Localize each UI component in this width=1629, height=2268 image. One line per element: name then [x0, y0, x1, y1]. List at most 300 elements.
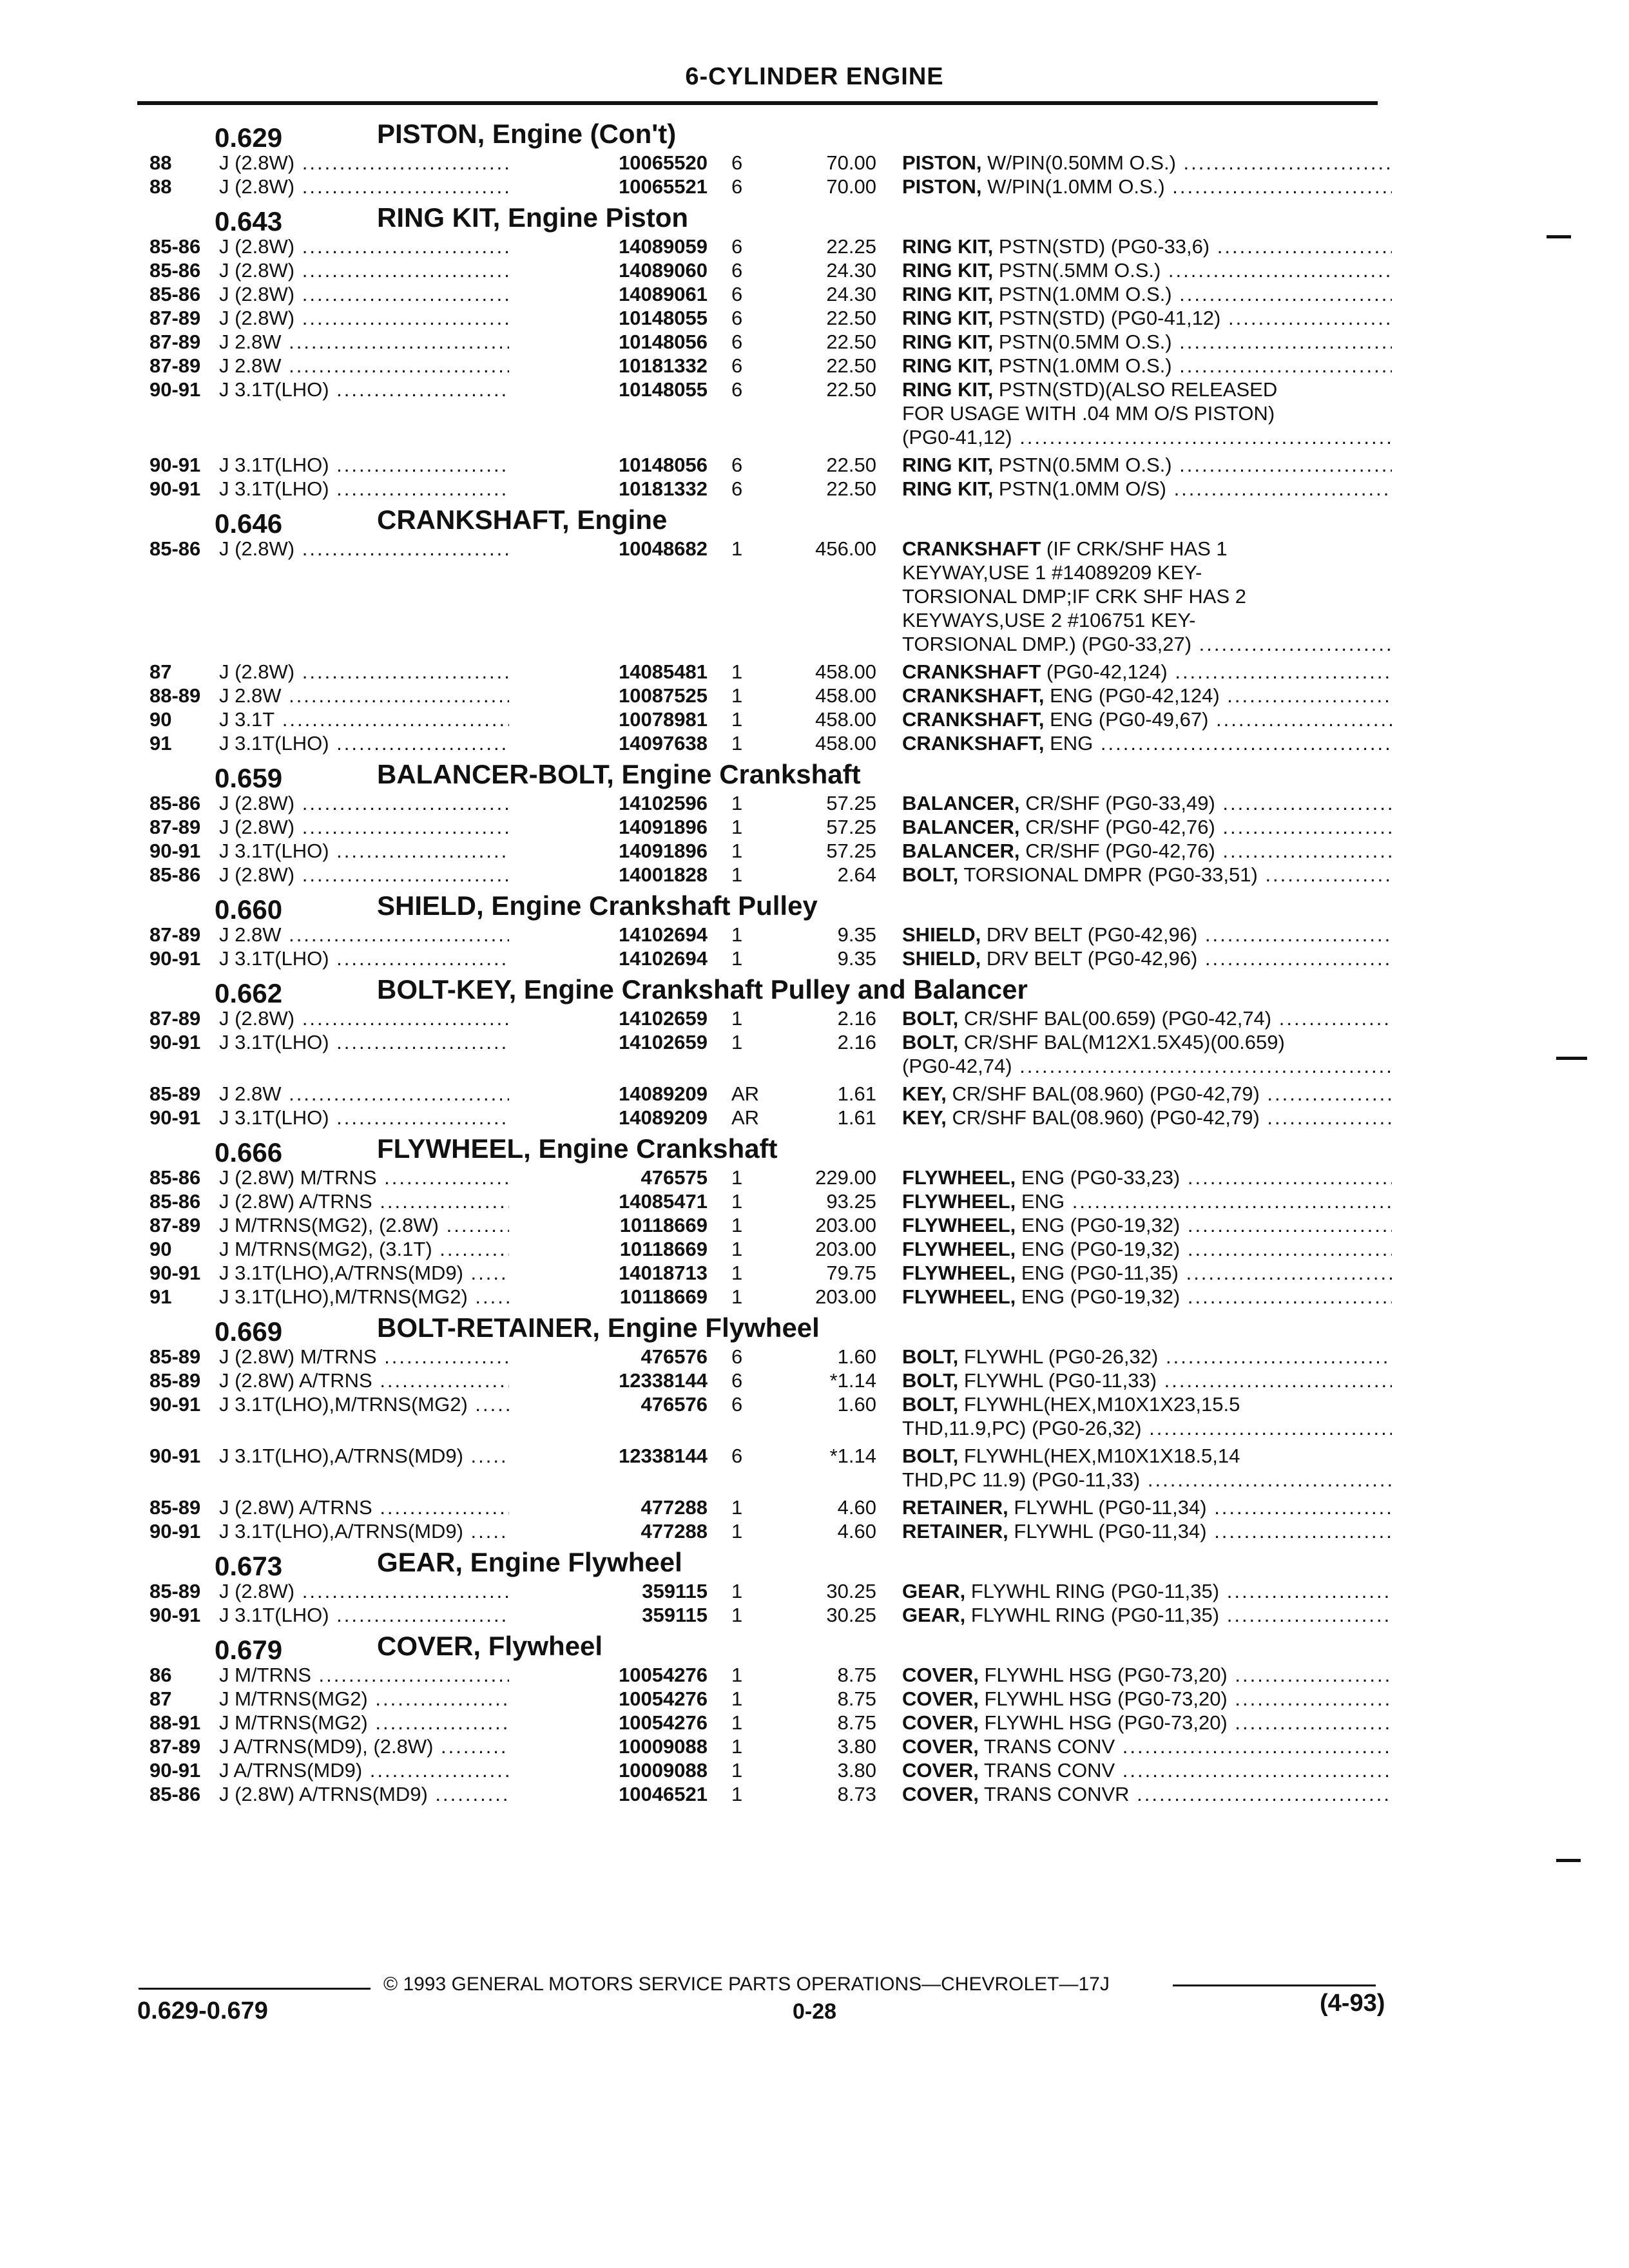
description-detail: DRV BELT (PG0-42,96)	[986, 923, 1198, 946]
section-title: BALANCER-BOLT, Engine Crankshaft	[377, 759, 861, 789]
usage: J (2.8W) .....	[219, 151, 567, 175]
section-header	[0, 1129, 1629, 1166]
description	[902, 306, 1392, 330]
description	[902, 947, 1392, 970]
model-year: 90	[149, 708, 172, 731]
price: 203.00	[815, 1285, 876, 1308]
section-title: COVER, Flywheel	[377, 1631, 603, 1661]
description	[902, 1106, 1392, 1129]
part-number: 10048682	[509, 537, 708, 561]
quantity: AR	[731, 1082, 760, 1105]
part-number: 14085481	[509, 660, 708, 684]
price: 22.50	[826, 378, 876, 401]
description-name: CRANKSHAFT,	[902, 732, 1045, 754]
description-detail: PSTN(STD) (PG0-33,6)	[998, 235, 1210, 258]
price: 3.80	[837, 1759, 876, 1782]
quantity: 1	[731, 1664, 743, 1686]
usage: J 3.1T(LHO) .....	[219, 1030, 567, 1054]
description-name: BOLT,	[902, 863, 959, 886]
part-row	[0, 258, 1629, 282]
quantity: 6	[731, 259, 743, 282]
description-detail: PSTN(0.5MM O.S.)	[998, 331, 1172, 353]
description-detail: ENG (PG0-19,32)	[1021, 1285, 1181, 1308]
usage: J 3.1T(LHO) .....	[219, 378, 567, 401]
usage: J (2.8W) .....	[219, 1579, 567, 1603]
description-name: BOLT,	[902, 1445, 959, 1467]
description	[902, 1782, 1392, 1806]
description-name: RING KIT,	[902, 283, 994, 305]
description-detail: FLYWHL RING (PG0-11,35)	[970, 1604, 1220, 1626]
usage: J (2.8W) A/TRNS .....	[219, 1189, 567, 1213]
description-name: CRANKSHAFT,	[902, 708, 1045, 731]
description	[902, 1237, 1392, 1261]
part-number: 476575	[509, 1166, 708, 1189]
description-detail: FLYWHL RING (PG0-11,35)	[970, 1580, 1220, 1602]
model-year: 85-86	[149, 1190, 201, 1213]
section-header	[0, 755, 1629, 791]
part-row	[0, 1189, 1629, 1213]
part-number: 477288	[509, 1495, 708, 1519]
model-year: 91	[149, 732, 172, 754]
description-continuation	[0, 561, 1629, 584]
part-number: 10046521	[509, 1782, 708, 1806]
part-row	[0, 354, 1629, 378]
quantity: 1	[731, 708, 743, 731]
description	[902, 282, 1392, 306]
part-number: 10009088	[509, 1735, 708, 1758]
section-title: BOLT-RETAINER, Engine Flywheel	[377, 1312, 820, 1343]
quantity: 1	[731, 1496, 743, 1519]
quantity: 1	[731, 1783, 743, 1805]
description	[902, 537, 1392, 561]
price: 229.00	[815, 1166, 876, 1189]
description-name: PISTON,	[902, 151, 982, 174]
part-row	[0, 731, 1629, 755]
usage: J 2.8W .....	[219, 684, 567, 707]
part-number: 10148056	[509, 453, 708, 477]
usage: J M/TRNS(MG2) .....	[219, 1687, 567, 1711]
model-year: 90-91	[149, 840, 201, 862]
quantity: 1	[731, 1580, 743, 1602]
quantity: 6	[731, 151, 743, 174]
price: 4.60	[837, 1520, 876, 1542]
price: 30.25	[826, 1604, 876, 1626]
usage: J 3.1T(LHO) .....	[219, 453, 567, 477]
description-name: BALANCER,	[902, 816, 1020, 838]
description-detail: TORSIONAL DMPR (PG0-33,51)	[963, 863, 1258, 886]
description-detail: FLYWHL HSG (PG0-73,20)	[984, 1664, 1228, 1686]
description	[902, 660, 1392, 684]
part-number: 14102694	[509, 923, 708, 947]
description-name: RING KIT,	[902, 477, 994, 500]
usage: J 2.8W .....	[219, 330, 567, 354]
part-number: 359115	[509, 1579, 708, 1603]
part-number: 14089060	[509, 258, 708, 282]
part-row	[0, 378, 1629, 401]
usage: J (2.8W) .....	[219, 306, 567, 330]
quantity: 1	[731, 1711, 743, 1734]
part-row	[0, 684, 1629, 707]
part-number: 14001828	[509, 863, 708, 887]
price: 8.75	[837, 1687, 876, 1710]
part-row	[0, 1735, 1629, 1758]
model-year: 85-89	[149, 1082, 201, 1105]
part-row	[0, 306, 1629, 330]
part-number: 10181332	[509, 354, 708, 378]
description-name: CRANKSHAFT,	[902, 684, 1045, 707]
part-row	[0, 282, 1629, 306]
part-row	[0, 1579, 1629, 1603]
part-row	[0, 1495, 1629, 1519]
price: 1.61	[837, 1082, 876, 1105]
part-number: 14018713	[509, 1261, 708, 1285]
description-detail: CR/SHF (PG0-33,49)	[1025, 792, 1215, 814]
part-row	[0, 1237, 1629, 1261]
price: 2.64	[837, 863, 876, 886]
model-year: 90-91	[149, 1031, 201, 1053]
price: 22.50	[826, 477, 876, 500]
section-number: 0.669	[215, 1316, 283, 1347]
quantity: 6	[731, 1369, 743, 1392]
usage: J 3.1T(LHO),A/TRNS(MD9) .....	[219, 1444, 567, 1468]
description-detail: ENG (PG0-49,67)	[1050, 708, 1209, 731]
description-name: RING KIT,	[902, 235, 994, 258]
description	[902, 354, 1392, 378]
part-number: 10148055	[509, 378, 708, 401]
part-number: 10009088	[509, 1758, 708, 1782]
description-detail: PSTN(STD)(ALSO RELEASED	[998, 378, 1278, 401]
parts-catalog	[0, 115, 1629, 1806]
model-year: 85-86	[149, 1783, 201, 1805]
part-number: 12338144	[509, 1444, 708, 1468]
quantity: 1	[731, 1166, 743, 1189]
part-row	[0, 1687, 1629, 1711]
part-row	[0, 791, 1629, 815]
part-number: 14091896	[509, 839, 708, 863]
model-year: 87	[149, 660, 172, 683]
model-year: 87-89	[149, 816, 201, 838]
description-detail: ENG (PG0-42,124)	[1050, 684, 1220, 707]
price: 2.16	[837, 1007, 876, 1030]
price: 57.25	[826, 816, 876, 838]
description-detail: CR/SHF BAL(08.960) (PG0-42,79)	[952, 1106, 1260, 1129]
description-name: BOLT,	[902, 1031, 959, 1053]
part-row	[0, 151, 1629, 175]
continuation-text: (PG0-42,74) .....	[902, 1054, 1392, 1078]
page-number: 0-28	[792, 1999, 837, 2024]
usage: J (2.8W) .....	[219, 258, 567, 282]
usage: J M/TRNS(MG2) .....	[219, 1711, 567, 1735]
model-year: 90-91	[149, 947, 201, 970]
model-year: 90-91	[149, 454, 201, 476]
usage: J (2.8W) .....	[219, 815, 567, 839]
description-name: SHIELD,	[902, 947, 981, 970]
part-number: 14089209	[509, 1082, 708, 1106]
section-title: GEAR, Engine Flywheel	[377, 1547, 682, 1577]
quantity: 1	[731, 1735, 743, 1758]
price: 458.00	[815, 732, 876, 754]
description-detail: ENG (PG0-33,23)	[1021, 1166, 1181, 1189]
part-row	[0, 1444, 1629, 1468]
quantity: 6	[731, 307, 743, 329]
model-year: 87-89	[149, 1735, 201, 1758]
model-year: 85-86	[149, 283, 201, 305]
description	[902, 1213, 1392, 1237]
model-year: 87-89	[149, 307, 201, 329]
continuation-text: FOR USAGE WITH .04 MM O/S PISTON)	[902, 402, 1275, 425]
price: 93.25	[826, 1190, 876, 1213]
usage: J (2.8W) A/TRNS .....	[219, 1495, 567, 1519]
description-name: COVER,	[902, 1687, 979, 1710]
section-header	[0, 1309, 1629, 1345]
model-year: 88	[149, 151, 172, 174]
model-year: 91	[149, 1285, 172, 1308]
section-number: 0.659	[215, 763, 283, 793]
description	[902, 791, 1392, 815]
section-header	[0, 198, 1629, 235]
quantity: 1	[731, 1031, 743, 1053]
description-detail: FLYWHL HSG (PG0-73,20)	[984, 1687, 1228, 1710]
model-year: 87	[149, 1687, 172, 1710]
section-number: 0.629	[215, 122, 283, 153]
description-continuation	[0, 401, 1629, 425]
price: 203.00	[815, 1214, 876, 1236]
price: 3.80	[837, 1735, 876, 1758]
price: 24.30	[826, 259, 876, 282]
usage: J 3.1T(LHO) .....	[219, 839, 567, 863]
description-name: COVER,	[902, 1664, 979, 1686]
description-name: PISTON,	[902, 175, 982, 198]
header-rule	[137, 101, 1378, 105]
description-name: CRANKSHAFT	[902, 537, 1041, 560]
price: 458.00	[815, 708, 876, 731]
part-row	[0, 235, 1629, 258]
description-name: RING KIT,	[902, 259, 994, 282]
description	[902, 175, 1392, 198]
quantity: 1	[731, 840, 743, 862]
section-title: FLYWHEEL, Engine Crankshaft	[377, 1133, 778, 1164]
quantity: 6	[731, 283, 743, 305]
price: 57.25	[826, 840, 876, 862]
part-row	[0, 1213, 1629, 1237]
description	[902, 1392, 1392, 1416]
price: 22.50	[826, 307, 876, 329]
price: 1.61	[837, 1106, 876, 1129]
description-detail: ENG (PG0-19,32)	[1021, 1214, 1181, 1236]
part-number: 10065521	[509, 175, 708, 198]
section-number: 0.673	[215, 1551, 283, 1581]
section-number: 0.662	[215, 978, 283, 1008]
description	[902, 1285, 1392, 1309]
section-number: 0.666	[215, 1137, 283, 1168]
footer-rule-right	[1173, 1984, 1376, 1986]
description-detail: FLYWHL(HEX,M10X1X18.5,14	[963, 1445, 1240, 1467]
model-year: 87-89	[149, 1007, 201, 1030]
description-detail: TRANS CONV	[983, 1735, 1115, 1758]
quantity: 1	[731, 684, 743, 707]
part-row	[0, 175, 1629, 198]
model-year: 87-89	[149, 923, 201, 946]
quantity: 6	[731, 354, 743, 377]
part-row	[0, 1285, 1629, 1309]
quantity: 1	[731, 1604, 743, 1626]
section-title: SHIELD, Engine Crankshaft Pulley	[377, 890, 818, 921]
usage: J 3.1T(LHO) .....	[219, 1106, 567, 1129]
part-number: 14102659	[509, 1030, 708, 1054]
model-year: 85-86	[149, 235, 201, 258]
part-number: 14102596	[509, 791, 708, 815]
description-continuation	[0, 584, 1629, 608]
description-detail: PSTN(.5MM O.S.)	[998, 259, 1161, 282]
quantity: AR	[731, 1106, 760, 1129]
part-row	[0, 1006, 1629, 1030]
part-number: 14102659	[509, 1006, 708, 1030]
description-name: FLYWHEEL,	[902, 1166, 1016, 1189]
model-year: 90-91	[149, 477, 201, 500]
price: 30.25	[826, 1580, 876, 1602]
part-number: 14091896	[509, 815, 708, 839]
price: 79.75	[826, 1262, 876, 1284]
usage: J 3.1T(LHO) .....	[219, 731, 567, 755]
description-detail: TRANS CONVR	[983, 1783, 1130, 1805]
usage: J 3.1T(LHO),M/TRNS(MG2) .....	[219, 1285, 567, 1309]
quantity: 1	[731, 1262, 743, 1284]
section-range: 0.629-0.679	[137, 1997, 268, 2024]
description	[902, 453, 1392, 477]
section-header	[0, 1627, 1629, 1663]
model-year: 90-91	[149, 1106, 201, 1129]
description	[902, 731, 1392, 755]
part-row	[0, 1711, 1629, 1735]
section-title: CRANKSHAFT, Engine	[377, 505, 668, 535]
continuation-text: TORSIONAL DMP.) (PG0-33,27) .....	[902, 632, 1392, 656]
usage: J 3.1T(LHO) .....	[219, 947, 567, 970]
price: 8.73	[837, 1783, 876, 1805]
price: 9.35	[837, 923, 876, 946]
description-name: BOLT,	[902, 1345, 959, 1368]
part-number: 476576	[509, 1345, 708, 1369]
description	[902, 1030, 1392, 1054]
description-name: COVER,	[902, 1711, 979, 1734]
price: 9.35	[837, 947, 876, 970]
part-number: 10181332	[509, 477, 708, 501]
description-continuation	[0, 425, 1629, 449]
model-year: 85-89	[149, 1496, 201, 1519]
quantity: 1	[731, 1190, 743, 1213]
description-name: FLYWHEEL,	[902, 1238, 1016, 1260]
price: 70.00	[826, 151, 876, 174]
part-number: 10054276	[509, 1687, 708, 1711]
description	[902, 235, 1392, 258]
section-header	[0, 501, 1629, 537]
description-detail: DRV BELT (PG0-42,96)	[986, 947, 1198, 970]
model-year: 85-86	[149, 537, 201, 560]
usage: J 3.1T .....	[219, 707, 567, 731]
part-row	[0, 1758, 1629, 1782]
description-name: BALANCER,	[902, 840, 1020, 862]
description-name: RING KIT,	[902, 354, 994, 377]
revision-date: (4-93)	[1320, 1990, 1385, 2017]
description	[902, 1663, 1392, 1687]
usage: J (2.8W) .....	[219, 537, 567, 561]
description-name: RETAINER,	[902, 1520, 1008, 1542]
price: 1.60	[837, 1345, 876, 1368]
margin-mark	[1547, 235, 1571, 238]
description	[902, 815, 1392, 839]
quantity: 6	[731, 477, 743, 500]
description-name: BOLT,	[902, 1369, 959, 1392]
description	[902, 1603, 1392, 1627]
model-year: 90-91	[149, 1262, 201, 1284]
description-name: KEY,	[902, 1082, 947, 1105]
copyright-text: © 1993 GENERAL MOTORS SERVICE PARTS OPERATIONS—CHEVROLET—17J	[383, 1974, 1110, 1995]
price: 8.75	[837, 1711, 876, 1734]
model-year: 88-89	[149, 684, 201, 707]
description	[902, 684, 1392, 707]
part-number: 14102694	[509, 947, 708, 970]
usage: J 3.1T(LHO),A/TRNS(MD9) .....	[219, 1261, 567, 1285]
model-year: 90	[149, 1238, 172, 1260]
model-year: 85-89	[149, 1580, 201, 1602]
quantity: 6	[731, 235, 743, 258]
description-name: BALANCER,	[902, 792, 1020, 814]
part-number: 12338144	[509, 1369, 708, 1392]
part-number: 14085471	[509, 1189, 708, 1213]
description-detail: ENG	[1050, 732, 1094, 754]
quantity: 1	[731, 792, 743, 814]
part-row	[0, 923, 1629, 947]
quantity: 1	[731, 732, 743, 754]
part-number: 10078981	[509, 707, 708, 731]
section-title: RING KIT, Engine Piston	[377, 202, 689, 233]
description	[902, 1345, 1392, 1369]
description-name: KEY,	[902, 1106, 947, 1129]
quantity: 6	[731, 175, 743, 198]
usage: J 3.1T(LHO),A/TRNS(MD9) .....	[219, 1519, 567, 1543]
quantity: 6	[731, 454, 743, 476]
part-row	[0, 1106, 1629, 1129]
description-continuation	[0, 1416, 1629, 1440]
price: 70.00	[826, 175, 876, 198]
description	[902, 1579, 1392, 1603]
description-continuation	[0, 1054, 1629, 1078]
description-detail: FLYWHL (PG0-26,32)	[963, 1345, 1159, 1368]
description-name: RETAINER,	[902, 1496, 1008, 1519]
description-detail: ENG	[1021, 1190, 1065, 1213]
part-number: 10148056	[509, 330, 708, 354]
model-year: 90-91	[149, 378, 201, 401]
usage: J (2.8W) A/TRNS(MD9) .....	[219, 1782, 567, 1806]
model-year: 85-86	[149, 259, 201, 282]
description-name: RING KIT,	[902, 307, 994, 329]
part-number: 10118669	[509, 1213, 708, 1237]
description	[902, 477, 1392, 501]
quantity: 1	[731, 863, 743, 886]
part-number: 10087525	[509, 684, 708, 707]
description	[902, 1519, 1392, 1543]
description-name: FLYWHEEL,	[902, 1214, 1016, 1236]
part-row	[0, 660, 1629, 684]
price: 22.50	[826, 454, 876, 476]
quantity: 6	[731, 1345, 743, 1368]
part-row	[0, 1519, 1629, 1543]
description	[902, 1189, 1392, 1213]
description-detail: PSTN(1.0MM O/S)	[998, 477, 1166, 500]
section-title: BOLT-KEY, Engine Crankshaft Pulley and Balancer	[377, 974, 1028, 1004]
quantity: 1	[731, 923, 743, 946]
part-row	[0, 1603, 1629, 1627]
continuation-text: TORSIONAL DMP;IF CRK SHF HAS 2	[902, 585, 1246, 608]
